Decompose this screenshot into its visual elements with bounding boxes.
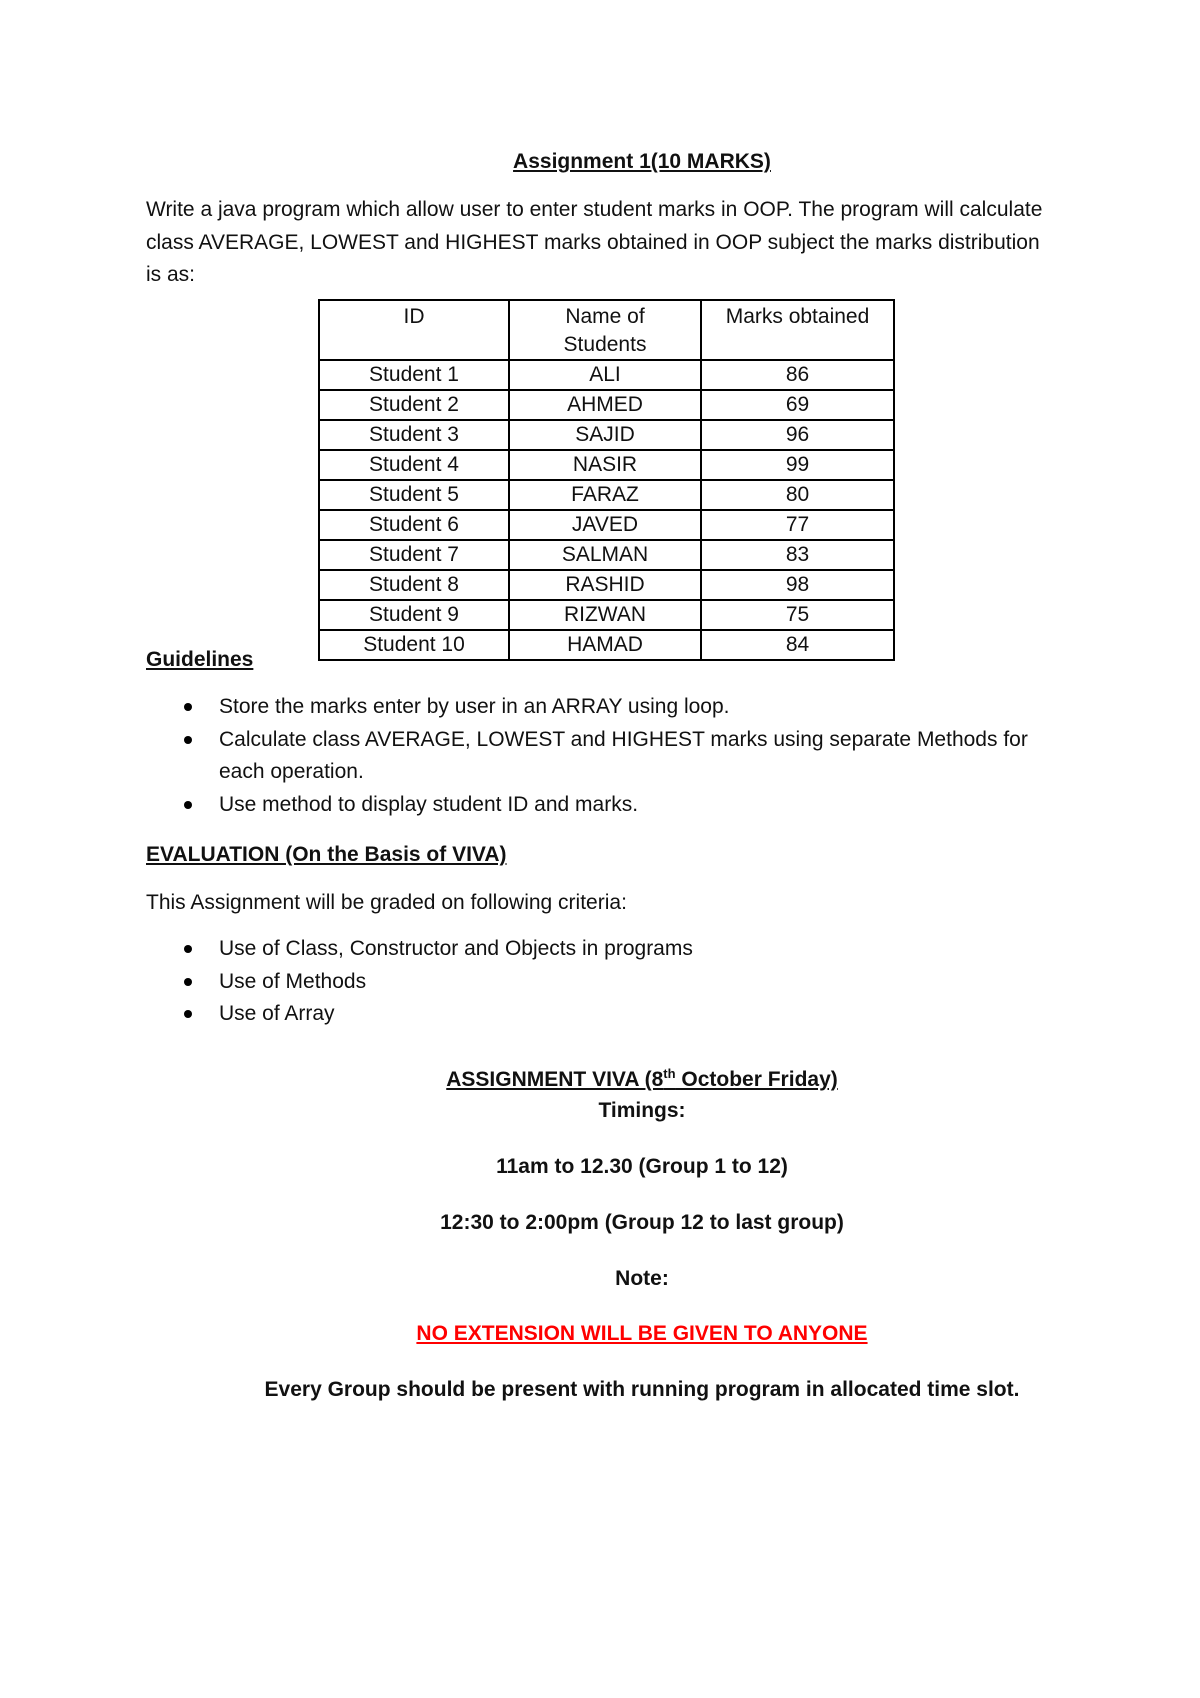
- cell-marks: 98: [701, 570, 894, 600]
- header-name-text: Name of Students: [563, 305, 647, 356]
- bullet-icon: [184, 1010, 192, 1018]
- cell-id: Student 5: [319, 480, 509, 510]
- cell-marks: 83: [701, 540, 894, 570]
- list-item-text: Store the marks enter by user in an ARRAY using loop.: [219, 695, 730, 718]
- list-item: [146, 724, 1046, 789]
- table-body: [319, 360, 894, 660]
- table-header-row: [319, 300, 894, 360]
- cell-name: SALMAN: [509, 540, 701, 570]
- table-row: [319, 510, 894, 540]
- list-item-text: Calculate class AVERAGE, LOWEST and HIGHEST marks using separate Methods for each operation.: [219, 727, 1028, 783]
- table-row: [319, 390, 894, 420]
- cell-name: AHMED: [509, 390, 701, 420]
- cell-marks: 99: [701, 450, 894, 480]
- cell-marks: 96: [701, 420, 894, 450]
- assignment-title: Assignment 1(10 MARKS): [513, 150, 771, 173]
- table-row: [319, 480, 894, 510]
- cell-id: Student 7: [319, 540, 509, 570]
- cell-id: Student 2: [319, 390, 509, 420]
- cell-id: Student 9: [319, 600, 509, 630]
- evaluation-heading: EVALUATION (On the Basis of VIVA): [146, 843, 507, 866]
- cell-id: Student 3: [319, 420, 509, 450]
- note-label: Note:: [615, 1267, 669, 1290]
- table-row: [319, 570, 894, 600]
- marks-table: [318, 299, 895, 661]
- table-row: [319, 540, 894, 570]
- list-item: [146, 998, 1046, 1031]
- evaluation-text: This Assignment will be graded on following criteria:: [146, 891, 627, 914]
- list-item: [146, 966, 1046, 999]
- cell-id: Student 8: [319, 570, 509, 600]
- cell-marks: 86: [701, 360, 894, 390]
- viva-heading: [0, 1066, 1200, 1092]
- header-id: ID: [319, 300, 509, 360]
- closing-statement: Every Group should be present with running program in allocated time slot.: [264, 1378, 1020, 1401]
- table-row: [319, 450, 894, 480]
- table-row: [319, 360, 894, 390]
- cell-marks: 75: [701, 600, 894, 630]
- cell-name: ALI: [509, 360, 701, 390]
- list-item: [146, 789, 1046, 822]
- timing-slot-1: 11am to 12.30 (Group 1 to 12): [496, 1155, 788, 1178]
- cell-name: RIZWAN: [509, 600, 701, 630]
- viva-heading-sup: th: [663, 1066, 676, 1081]
- assignment-intro: Write a java program which allow user to enter student marks in OOP. The program will calculate class AVERAGE, LOWEST and HIGHEST marks obtained in OOP subject the marks distribution is as:: [146, 198, 1043, 286]
- list-item: [146, 691, 1046, 724]
- table-row: [319, 630, 894, 660]
- list-item-text: Use of Methods: [219, 969, 367, 993]
- bullet-icon: [184, 801, 192, 809]
- cell-name: FARAZ: [509, 480, 701, 510]
- timings-label: Timings:: [598, 1099, 686, 1122]
- evaluation-list: [146, 933, 1046, 1031]
- bullet-icon: [184, 736, 192, 744]
- viva-heading-prefix: ASSIGNMENT VIVA (8: [446, 1068, 664, 1091]
- list-item: [146, 933, 1046, 966]
- cell-name: JAVED: [509, 510, 701, 540]
- cell-id: Student 4: [319, 450, 509, 480]
- list-item-text: Use method to display student ID and marks.: [219, 792, 639, 816]
- bullet-icon: [184, 978, 192, 986]
- cell-id: Student 10: [319, 630, 509, 660]
- cell-marks: 84: [701, 630, 894, 660]
- guidelines-heading: Guidelines: [146, 648, 254, 671]
- cell-name: HAMAD: [509, 630, 701, 660]
- list-item-text: Use of Class, Constructor and Objects in programs: [219, 937, 693, 960]
- cell-name: SAJID: [509, 420, 701, 450]
- cell-id: Student 6: [319, 510, 509, 540]
- no-extension-notice: NO EXTENSION WILL BE GIVEN TO ANYONE: [416, 1322, 868, 1345]
- viva-heading-suffix: October Friday): [675, 1068, 838, 1091]
- bullet-icon: [184, 945, 192, 953]
- table-row: [319, 600, 894, 630]
- cell-marks: 69: [701, 390, 894, 420]
- table-row: [319, 420, 894, 450]
- cell-marks: 80: [701, 480, 894, 510]
- header-marks: Marks obtained: [701, 300, 894, 360]
- cell-name: RASHID: [509, 570, 701, 600]
- cell-id: Student 1: [319, 360, 509, 390]
- timing-slot-2: 12:30 to 2:00pm (Group 12 to last group): [440, 1211, 844, 1234]
- bullet-icon: [184, 703, 192, 711]
- list-item-text: Use of Array: [219, 1002, 335, 1025]
- guidelines-list: [146, 691, 1046, 821]
- header-name: [509, 300, 701, 360]
- cell-name: NASIR: [509, 450, 701, 480]
- cell-marks: 77: [701, 510, 894, 540]
